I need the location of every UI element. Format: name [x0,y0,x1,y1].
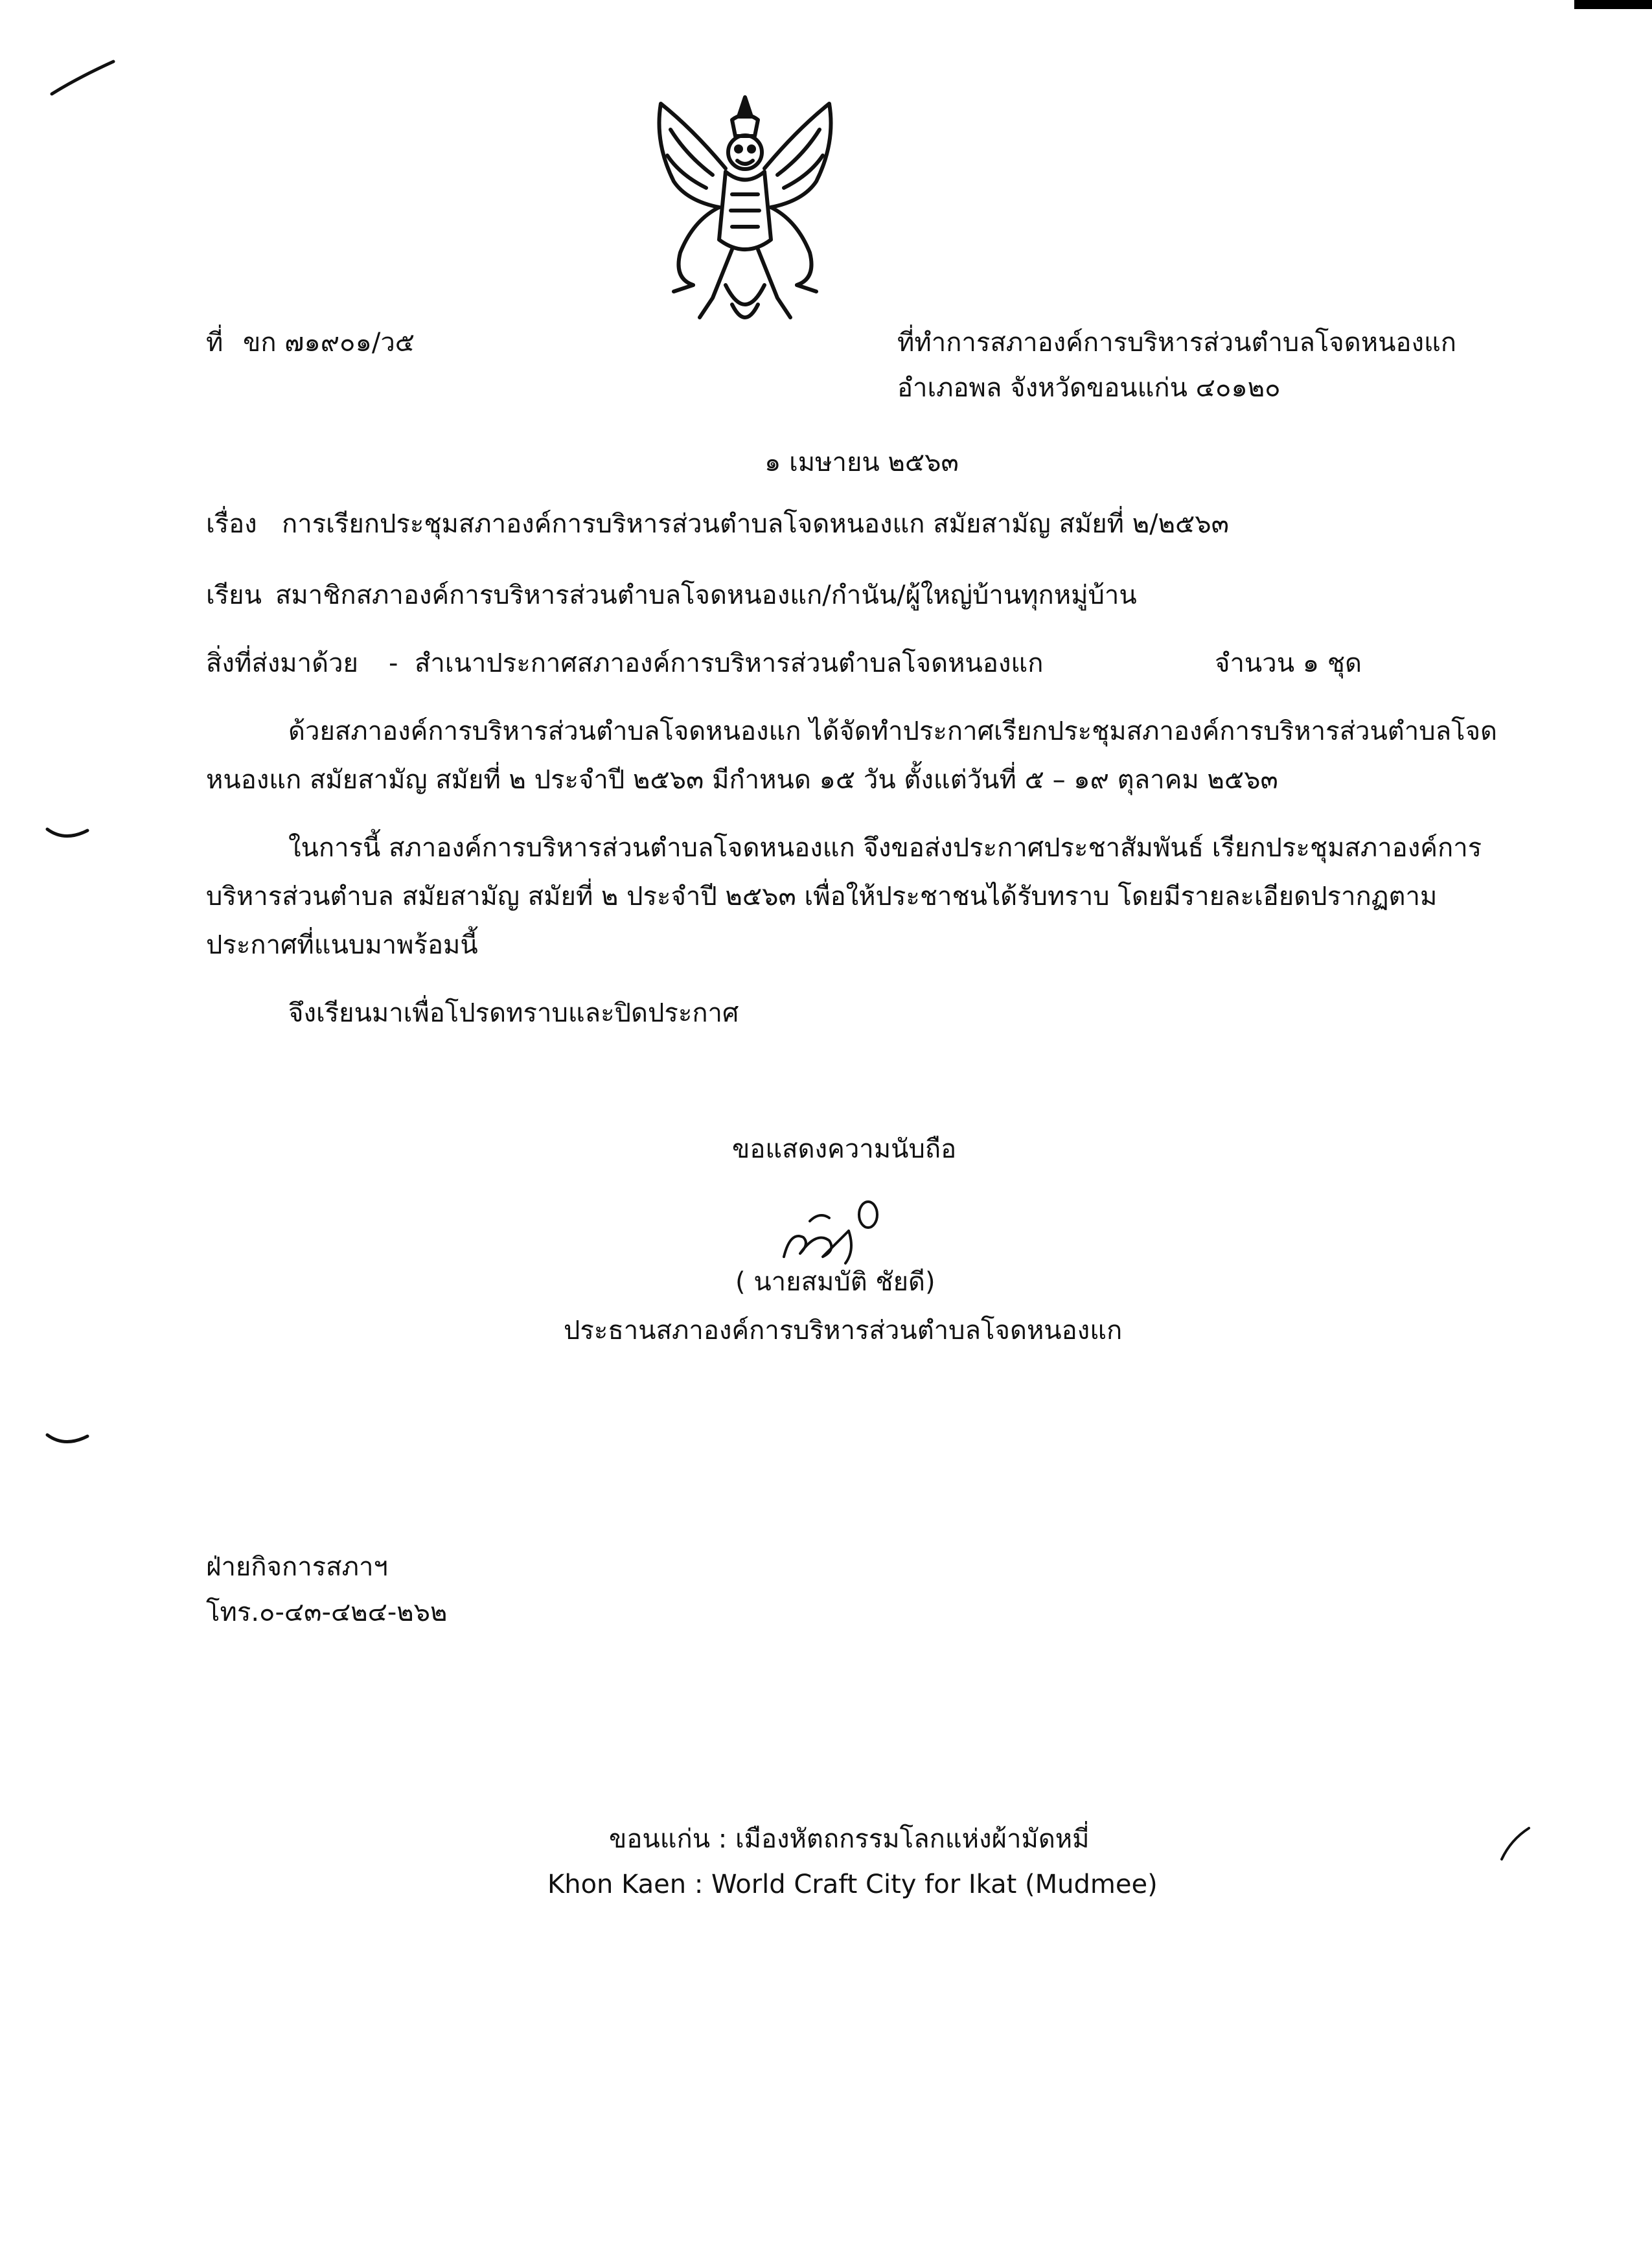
phone-number: โทร.๐-๔๓-๔๒๔-๒๖๒ [206,1598,448,1627]
enclosure-item: สำเนาประกาศสภาองค์การบริหารส่วนตำบลโจดหนองแก [415,648,1044,678]
office-address-line1: ที่ทำการสภาองค์การบริหารส่วนตำบลโจดหนองแก [897,328,1456,358]
footer-slogan-thai: ขอนแก่น : เมืองหัตถกรรมโลกแห่งผ้ามัดหมี่ [609,1824,1090,1854]
pen-stroke-mark [1497,1820,1535,1866]
pen-stroke-mark [45,52,123,104]
paragraph-2-line-1: ในการนี้ สภาองค์การบริหารส่วนตำบลโจดหนองแก จึงขอส่งประกาศประชาสัมพันธ์ เรียกประชุมสภาองค์การ [288,833,1482,863]
office-address-line2: อำเภอพล จังหวัดขอนแก่น ๔๐๑๒๐ [897,373,1281,403]
signature-icon [771,1192,894,1270]
subject-text: การเรียกประชุมสภาองค์การบริหารส่วนตำบลโจดหนองแก สมัยสามัญ สมัยที่ ๒/๒๕๖๓ [282,509,1229,539]
paragraph-1-line-2: หนองแก สมัยสามัญ สมัยที่ ๒ ประจำปี ๒๕๖๓ มีกำหนด ๑๕ วัน ตั้งแต่วันที่ ๕ – ๑๙ ตุลาคม ๒๕๖๓ [206,765,1278,795]
footer-slogan-english: Khon Kaen : World Craft City for Ikat (Mudmee) [547,1870,1158,1899]
scan-edge-mark [1574,0,1652,9]
paragraph-3: จึงเรียนมาเพื่อโปรดทราบและปิดประกาศ [288,998,739,1028]
paragraph-2-line-3: ประกาศที่แนบมาพร้อมนี้ [206,930,478,960]
letter-date: ๑ เมษายน ๒๕๖๓ [764,448,959,477]
signer-title: ประธานสภาองค์การบริหารส่วนตำบลโจดหนองแก [564,1316,1123,1346]
department-name: ฝ่ายกิจการสภาฯ [206,1552,388,1582]
paragraph-2-line-2: บริหารส่วนตำบล สมัยสามัญ สมัยที่ ๒ ประจำปี ๒๕๖๓ เพื่อให้ประชาชนได้รับทราบ โดยมีรายละเอียดปรากฏตาม [206,882,1438,911]
paragraph-1-line-1: ด้วยสภาองค์การบริหารส่วนตำบลโจดหนองแก ได้จัดทำประกาศเรียกประชุมสภาองค์การบริหารส่วนตำบลโจด [288,716,1498,746]
enclosure-quantity: จำนวน ๑ ชุด [1215,648,1362,678]
enclosure-label: สิ่งที่ส่งมาด้วย [206,648,358,678]
reference-number: ขก ๗๑๙๐๑/ว๕ [243,328,415,358]
subject-label: เรื่อง [206,509,257,539]
hole-punch-mark [42,1428,94,1454]
hole-punch-mark [42,823,94,849]
reference-label: ที่ [206,328,224,358]
closing-regards: ขอแสดงความนับถือ [732,1134,957,1164]
enclosure-dash: - [389,648,398,678]
addressee-text: สมาชิกสภาองค์การบริหารส่วนตำบลโจดหนองแก/กำนัน/ผู้ใหญ่บ้านทุกหมู่บ้าน [275,580,1137,610]
garuda-emblem-icon [635,91,855,337]
signer-name: ( นายสมบัติ ชัยดี) [735,1267,935,1297]
addressee-label: เรียน [206,580,262,610]
